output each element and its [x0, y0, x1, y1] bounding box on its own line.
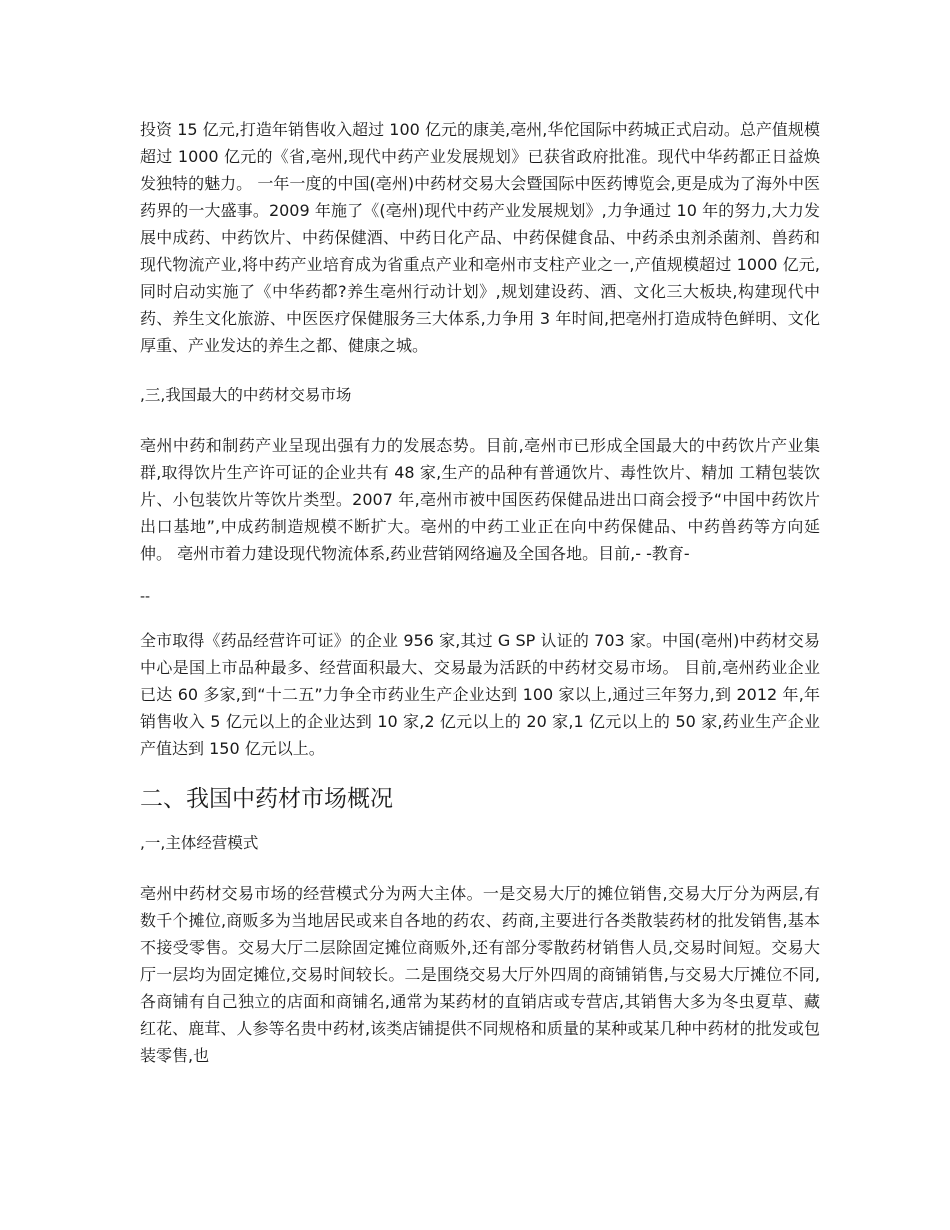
body-paragraph-4: 亳州中药材交易市场的经营模式分为两大主体。一是交易大厅的摊位销售,交易大厅分为两层,有数千个摊位,商贩多为当地居民或来自各地的药农、药商,主要进行各类散装药材的批发销售,基本不接受零售。交易大厅二层除固定摊位商贩外,还有部分零散药材销售人员,交易时间短。交易大厅一层均为固定摊位,交易时间较长。二是围绕交易大厅外四周的商铺销售,与交易大厅摊位不同,各商铺有自己独立的店面和商铺名,通常为某药材的直销店或专营店,其销售大多为冬虫夏草、藏红花、鹿茸、人参等名贵中药材,该类店铺提供不同规格和质量的某种或某几种中药材的批发或包装零售,也 — [140, 884, 820, 1065]
body-paragraph-1: 投资 15 亿元,打造年销售收入超过 100 亿元的康美,亳州,华佗国际中药城正式启动。总产值规模超过 1000 亿元的《省,亳州,现代中药产业发展规划》已获省政府批准。现代中华药都正日益焕发独特的魅力。 一年一度的中国(亳州)中药材交易大会暨国际中医药博览会,更是成为了海外中医药界的一大盛事。2009 年施了《(亳州)现代中药产业发展规划》,力争通过 10 年的努力,大力发展中成药、中药饮片、中药保健酒、中药日化产品、中药保健食品、中药杀虫剂杀菌剂、兽药和现代物流产业,将中药产业培育成为省重点产业和亳州市支柱产业之一,产值规模超过 1000 亿元,同时启动实施了《中华药都?养生亳州行动计划》,规划建设药、酒、文化三大板块,构建现代中药、养生文化旅游、中医医疗保健服务三大体系,力争用 3 年时间,把亳州打造成特色鲜明、文化厚重、产业发达的养生之都、健康之城。 — [140, 120, 820, 355]
page-break-dashes: -- — [140, 589, 151, 605]
subheading-largest-market: ,三,我国最大的中药材交易市场 — [140, 386, 352, 404]
body-paragraph-2: 亳州中药和制药产业呈现出强有力的发展态势。目前,亳州市已形成全国最大的中药饮片产业集群,取得饮片生产许可证的企业共有 48 家,生产的品种有普通饮片、毒性饮片、精加 工精包装饮片、小包装饮片等饮片类型。2007 年,亳州市被中国医药保健品进出口商会授予“中国中药饮片出口基地”,中成药制造规模不断扩大。亳州的中药工业正在向中药保健品、中药兽药等方向延伸。 亳州市着力建设现代物流体系,药业营销网络遍及全国各地。目前,- -教育- — [140, 436, 820, 563]
subheading-business-model: ,一,主体经营模式 — [140, 834, 259, 852]
body-paragraph-3: 全市取得《药品经营许可证》的企业 956 家,其过 G SP 认证的 703 家。中国(亳州)中药材交易中心是国上市品种最多、经营面积最大、交易最为活跃的中药材交易市场。 目前,亳州药业企业已达 60 多家,到“十二五”力争全市药业生产企业达到 100 家以上,通过三年努力,到 2012 年,年销售收入 5 亿元以上的企业达到 10 家,2 亿元以上的 20 家,1 亿元以上的 50 家,药业生产企业产值达到 150 亿元以上。 — [140, 631, 820, 758]
section-heading: 二、我国中药材市场概况 — [140, 786, 393, 812]
document-page — [140, 116, 820, 1069]
